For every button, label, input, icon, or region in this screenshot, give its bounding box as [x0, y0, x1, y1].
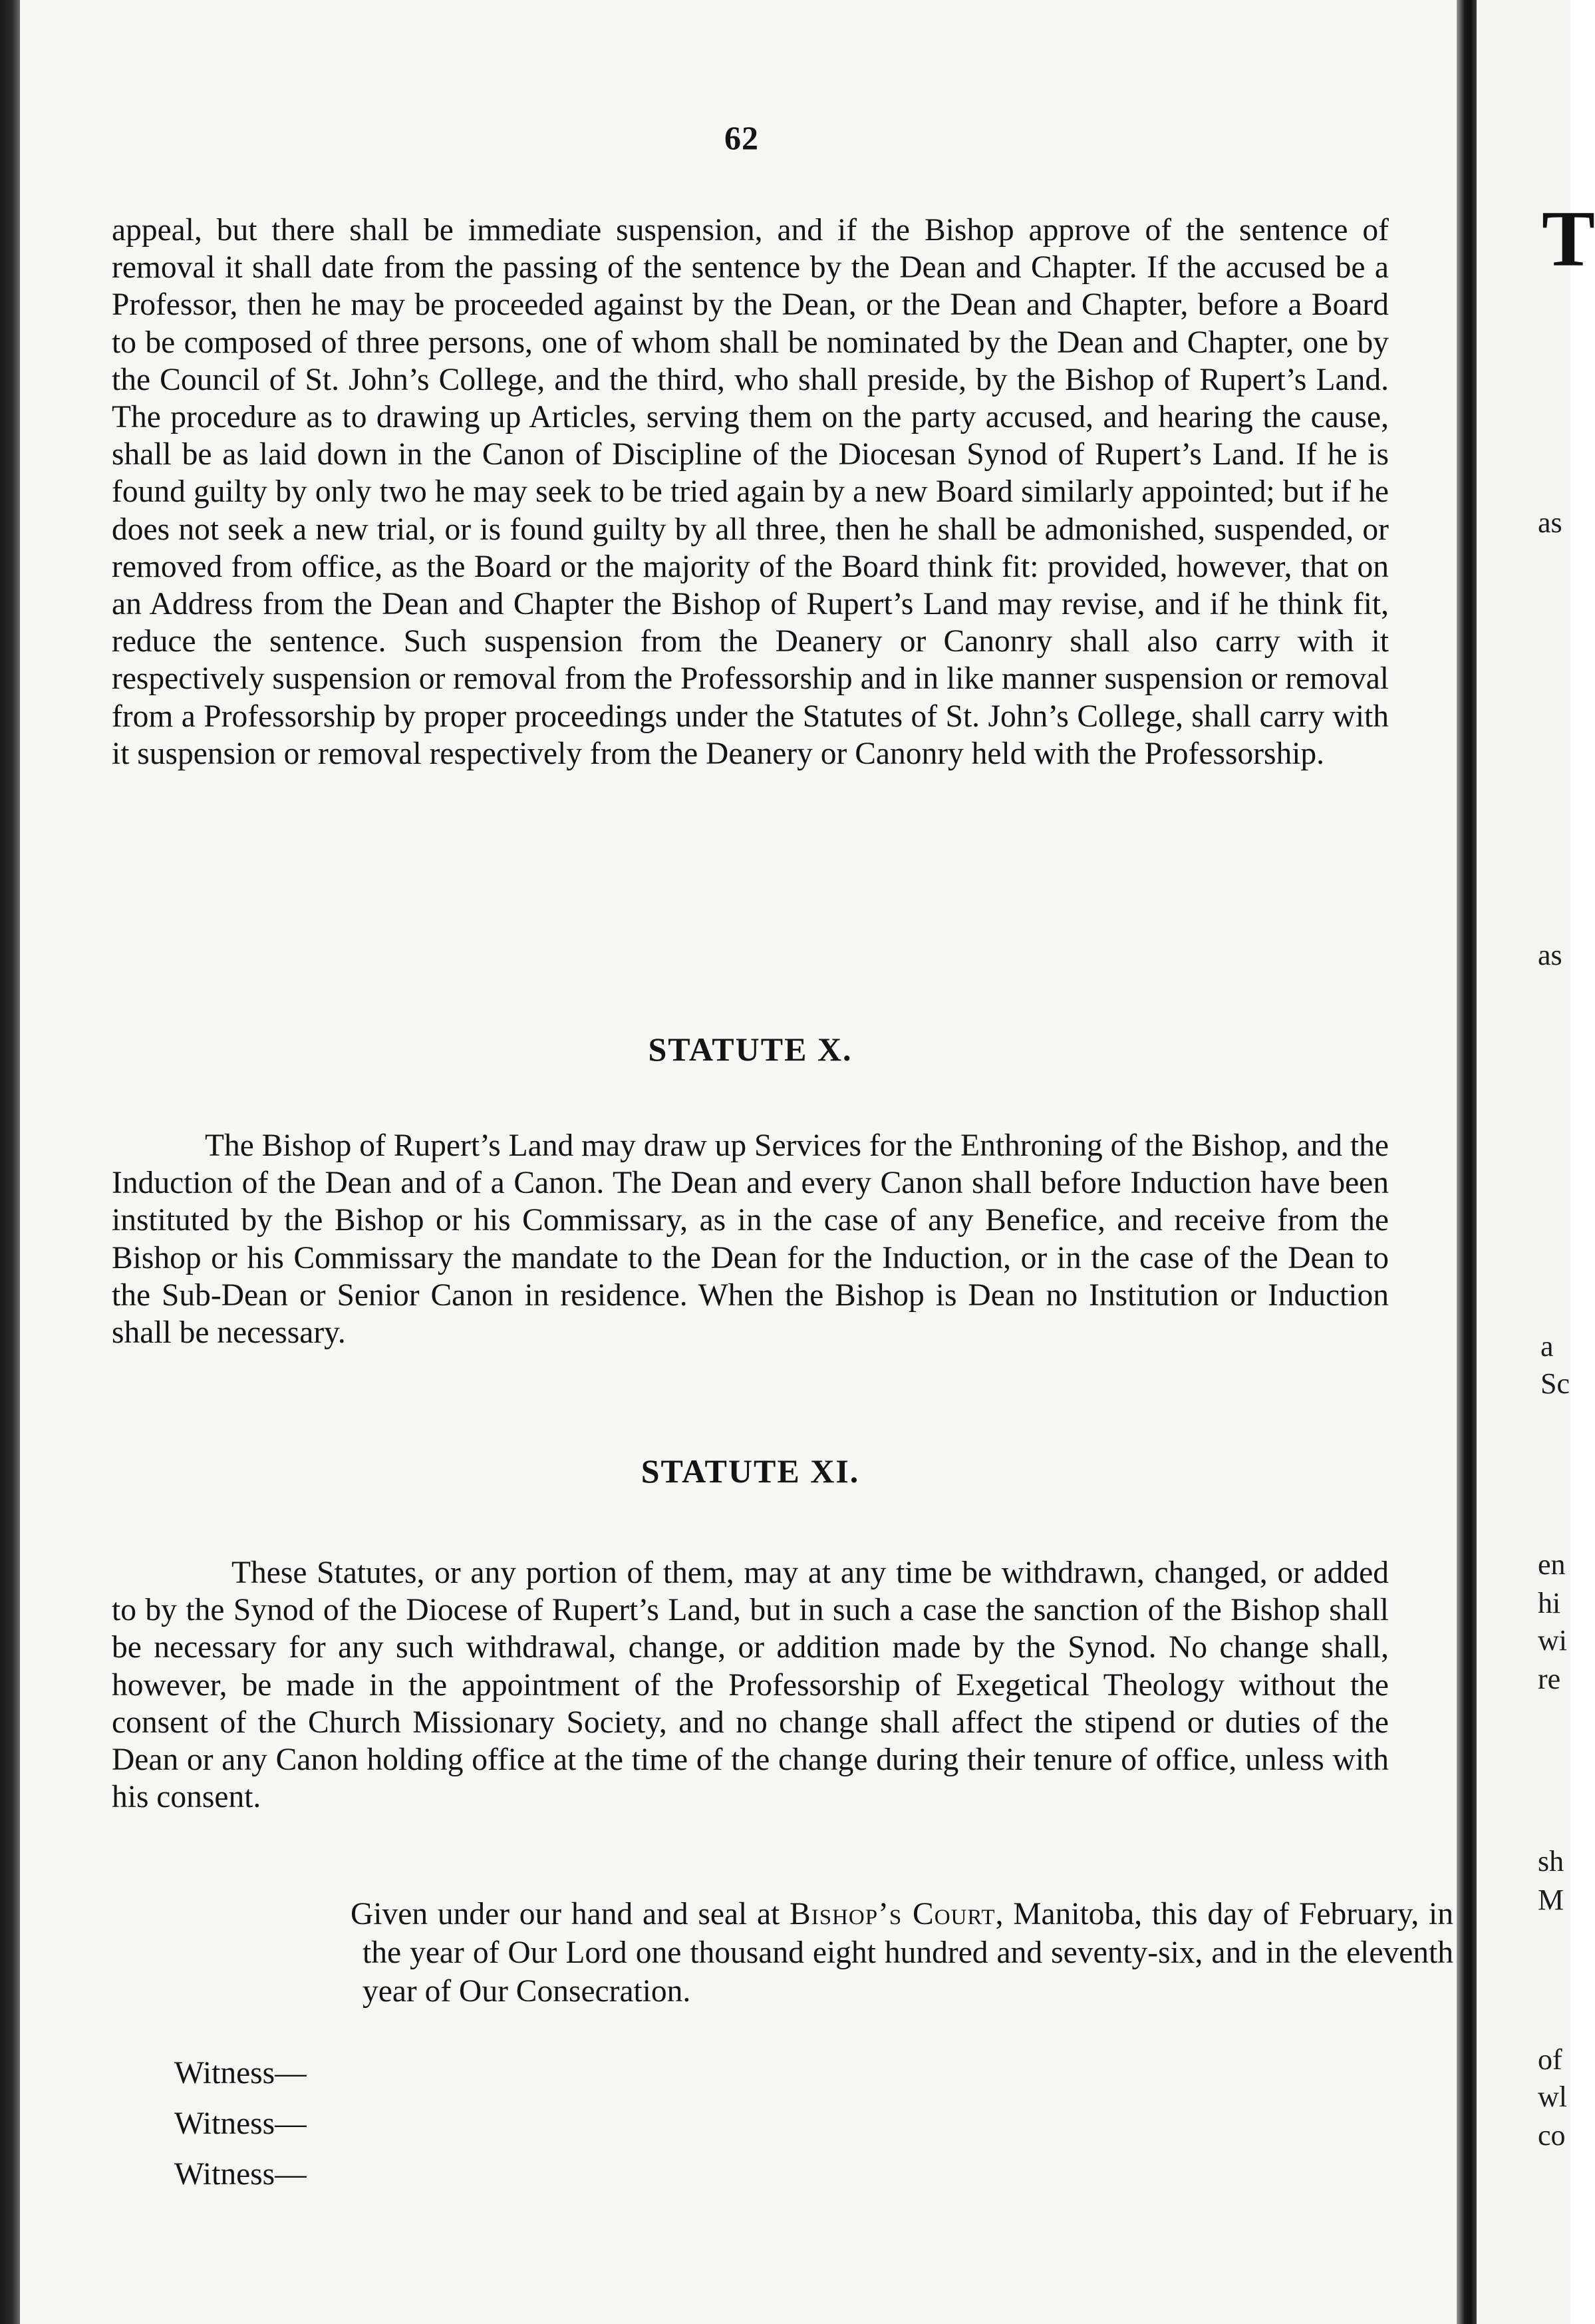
facing-page-fragment: re [1538, 1663, 1561, 1695]
given-under-seal-clause [236, 1895, 1453, 2011]
facing-page-edge [1477, 0, 1570, 2324]
heading-statute-xi: STATUTE XI. [641, 1452, 860, 1490]
facing-page-fragment: of [1538, 2043, 1562, 2076]
facing-page-fragment: wl [1538, 2080, 1567, 2113]
given-rest: , Manitoba, this day of February, in the year of Our Lord one thousand eight hundred and seventy-six, and in the eleventh year of Our Consecration. [362, 1897, 1453, 2009]
scan-left-border [0, 0, 20, 2324]
facing-page-fragment: a [1540, 1330, 1554, 1363]
given-place: Bishop’s Court [790, 1897, 996, 1931]
facing-page-fragment: sh [1538, 1845, 1564, 1878]
heading-statute-x: STATUTE X. [648, 1031, 853, 1068]
paragraph-appeal: appeal, but there shall be immediate suspension, and if the Bishop approve of the sentence of removal it shall date from the passing of the sentence by the Dean and Chapter. If the accused be a Professor, then he may be proceeded against by the Dean, or the Dean and Chapter, before a Board to be composed of three persons, one of whom shall be nominated by the Dean and Chapter, one by the Council of St. John’s College, and the third, who shall preside, by the Bishop of Rupert’s Land. The procedure as to drawing up Articles, serving them on the party accused, and hearing the cause, shall be as laid down in the Canon of Discipline of the Diocesan Synod of Rupert’s Land. If he is found guilty by only two he may seek to be tried again by a new Board similarly appointed; but if he does not seek a new trial, or is found guilty by all three, then he shall be admonished, suspended, or removed from office, as the Board or the majority of the Board think fit: provided, however, that on an Address from the Dean and Chapter the Bishop of Rupert’s Land may revise, and if he think fit, reduce the sentence. Such suspension from the Deanery or Canonry shall also carry with it respectively suspension or removal from the Professorship and in like manner suspension or removal from a Professorship by proper proceedings under the Statutes of St. John’s College, shall carry with it suspension or removal respectively from the Deanery or Canonry held with the Professorship. [112, 213, 1389, 771]
witness-line-1: Witness— [174, 2056, 307, 2090]
facing-page-fragment: en [1538, 1548, 1566, 1581]
paragraph-statute-x: The Bishop of Rupert’s Land may draw up Services for the Enthroning of the Bishop, and the Induction of the Dean and of a Canon. The Dean and every Canon shall before Induction have been instituted by the Bishop or his Commissary, as in the case of any Benefice, and receive from the Bishop or his Commissary the mandate to the Dean for the Induction, or in the case of the Dean to the Sub-Dean or Senior Canon in residence. When the Bishop is Dean no Institution or Induction shall be necessary. [112, 1128, 1389, 1351]
facing-page-fragment: as [1538, 506, 1562, 539]
book-gutter [1457, 0, 1477, 2324]
witness-line-3: Witness— [174, 2157, 307, 2192]
page-number: 62 [724, 119, 759, 156]
facing-page-fragment: wi [1538, 1624, 1567, 1657]
facing-page-fragment: Sc [1540, 1367, 1570, 1400]
facing-page-fragment: co [1538, 2119, 1566, 2152]
witness-line-2: Witness— [174, 2106, 307, 2141]
paragraph-statute-xi: These Statutes, or any portion of them, may at any time be withdrawn, changed, or added to by the Synod of the Diocese of Rupert’s Land, but in such a case the sanction of the Bishop shall be necessary for any such withdrawal, change, or addition made by the Synod. No change shall, however, be made in the appointment of the Professorship of Exegetical Theology without the consent of the Church Missionary Society, and no change shall affect the stipend or duties of the Dean or any Canon holding office at the time of the change during their tenure of office, unless with his consent. [112, 1556, 1389, 1815]
facing-page-fragment: hi [1538, 1587, 1561, 1619]
facing-page-fragment: T [1542, 194, 1595, 283]
facing-page-fragment: M [1538, 1884, 1564, 1916]
facing-page-fragment: as [1538, 939, 1562, 971]
given-lead: Given under our hand and seal at [351, 1897, 790, 1931]
